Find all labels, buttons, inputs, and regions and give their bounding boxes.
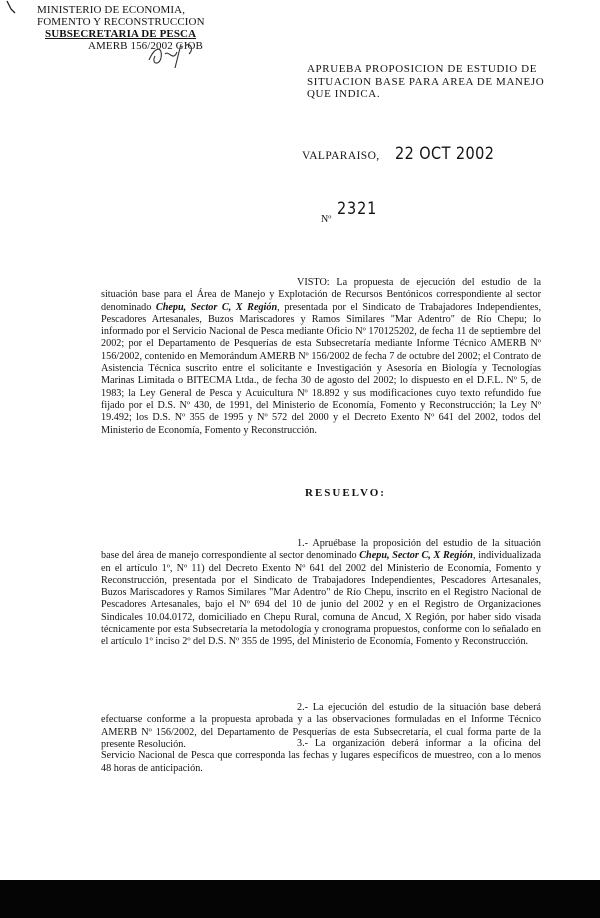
article-1 [101, 538, 541, 649]
initials-signature [145, 40, 205, 70]
scan-bottom-edge [0, 880, 600, 918]
date-stamp: 22 OCT 2002 [395, 144, 495, 164]
resolution-number: 2321 [337, 199, 378, 219]
visto-text-a: La propuesta de ejecución del estudio de la situación base para el Área de Manejo y Explotación de Recursos Bentónicos correspondiente al sector denominado [101, 277, 541, 313]
corner-mark-icon [6, 0, 16, 14]
article-1-sector: Chepu, Sector C, X Región [359, 550, 473, 562]
resuelvo-heading: RESUELVO: [305, 487, 386, 499]
place-label: VALPARAISO, [302, 150, 380, 162]
visto-text-b: , presentada por el Sindicato de Trabajadores Independientes, Pescadores Artesanales, Buzos Mariscadores y Ramos Similares "Mar Adentro" de Río Chepu; lo informado por el Servicio Nacional de Pesca mediante Oficio Nº 170125202, de fecha 11 de septiembre del 2002; por el Departamento de Pesquerías de esta Subsecretaría mediante Informe Técnico AMERB Nº 156/2002, contenido en Memorándum AMERB Nº 156/2002 de fecha 7 de octubre del 2002; el Contrato de Asistencia Técnica suscrito entre el solicitante e Investigación y Asesoría en Biología y Tecnologías Marinas Limitada o BITECMA Ltda., de fecha 30 de agosto del 2002; lo dispuesto en el D.F.L. Nº 5, de 1983; la Ley General de Pesca y Acuicultura Nº 18.892 y sus modificaciones cuyo texto refundido fue fijado por el D.S. Nº 430, de 1991, del Ministerio de Economía, Fomento y Reconstrucción; la Ley Nº 19.492; los D.S. Nº 355 de 1995 y Nº 572 del 2000 y el Decreto Exento Nº 641 del 2002, todos del Ministerio de Economía, Fomento y Reconstrucción. [101, 301, 541, 436]
visto-lead: VISTO: [297, 277, 330, 288]
article-1-text-b: , individualizada en el artículo 1º, Nº 11) del Decreto Exento Nº 641 del 2002 del Ministerio de Economía, Fomento y Reconstrucción, presentada por el Sindicato de Trabajadores Independientes, Pescadores Artesanales, Buzos Mariscadores y Ramos Similares "Mar Adentro" de Río Chepu, inscrito en el Registro Nacional de Pescadores Artesanales, bajo el Nº 694 del 10 de junio del 2002 y en el Registro de Organizaciones Sindicales 10.04.0172, domiciliado en Chepu Rural, comuna de Ancud, X Región, por haber sido visada técnicamente por esta Subsecretaría la metodología y cronograma propuestos, conforme con lo señalado en el artículo 1º inciso 2º del D.S. Nº 355 de 1995, del Ministerio de Economía, Fomento y Reconstrucción. [101, 550, 541, 648]
header-reference: AMERB 156/2002 GIOB [88, 40, 203, 52]
resolution-title: APRUEBA PROPOSICION DE ESTUDIO DE SITUACION BASE PARA AREA DE MANEJO QUE INDICA. [307, 63, 545, 100]
article-1-text-a: 1.- Apruébase la proposición del estudio de la situación base del área de manejo correspondiente al sector denominado [101, 538, 541, 562]
article-2: 2.- La ejecución del estudio de la situación base deberá efectuarse conforme a la propuesta aprobada y a las observaciones formuladas en el Informe Técnico AMERB Nº 156/2002, del Departamento de Pesquerías de esta Subsecretaría, el cual forma parte de la presente Resolución. [101, 702, 541, 750]
visto-sector: Chepu, Sector C, X Región [155, 301, 278, 313]
number-label: Nº [321, 214, 332, 225]
article-3: 3.- La organización deberá informar a la oficina del Servicio Nacional de Pesca que corresponda las fechas y lugares específicos de muestreo, con a lo menos 48 horas de anticipación. [101, 738, 541, 774]
header-ministry: MINISTERIO DE ECONOMIA, [37, 4, 186, 16]
header-fomento: FOMENTO Y RECONSTRUCCION [37, 16, 205, 28]
visto-paragraph [101, 277, 541, 437]
header-subsecretaria: SUBSECRETARIA DE PESCA [45, 28, 197, 40]
